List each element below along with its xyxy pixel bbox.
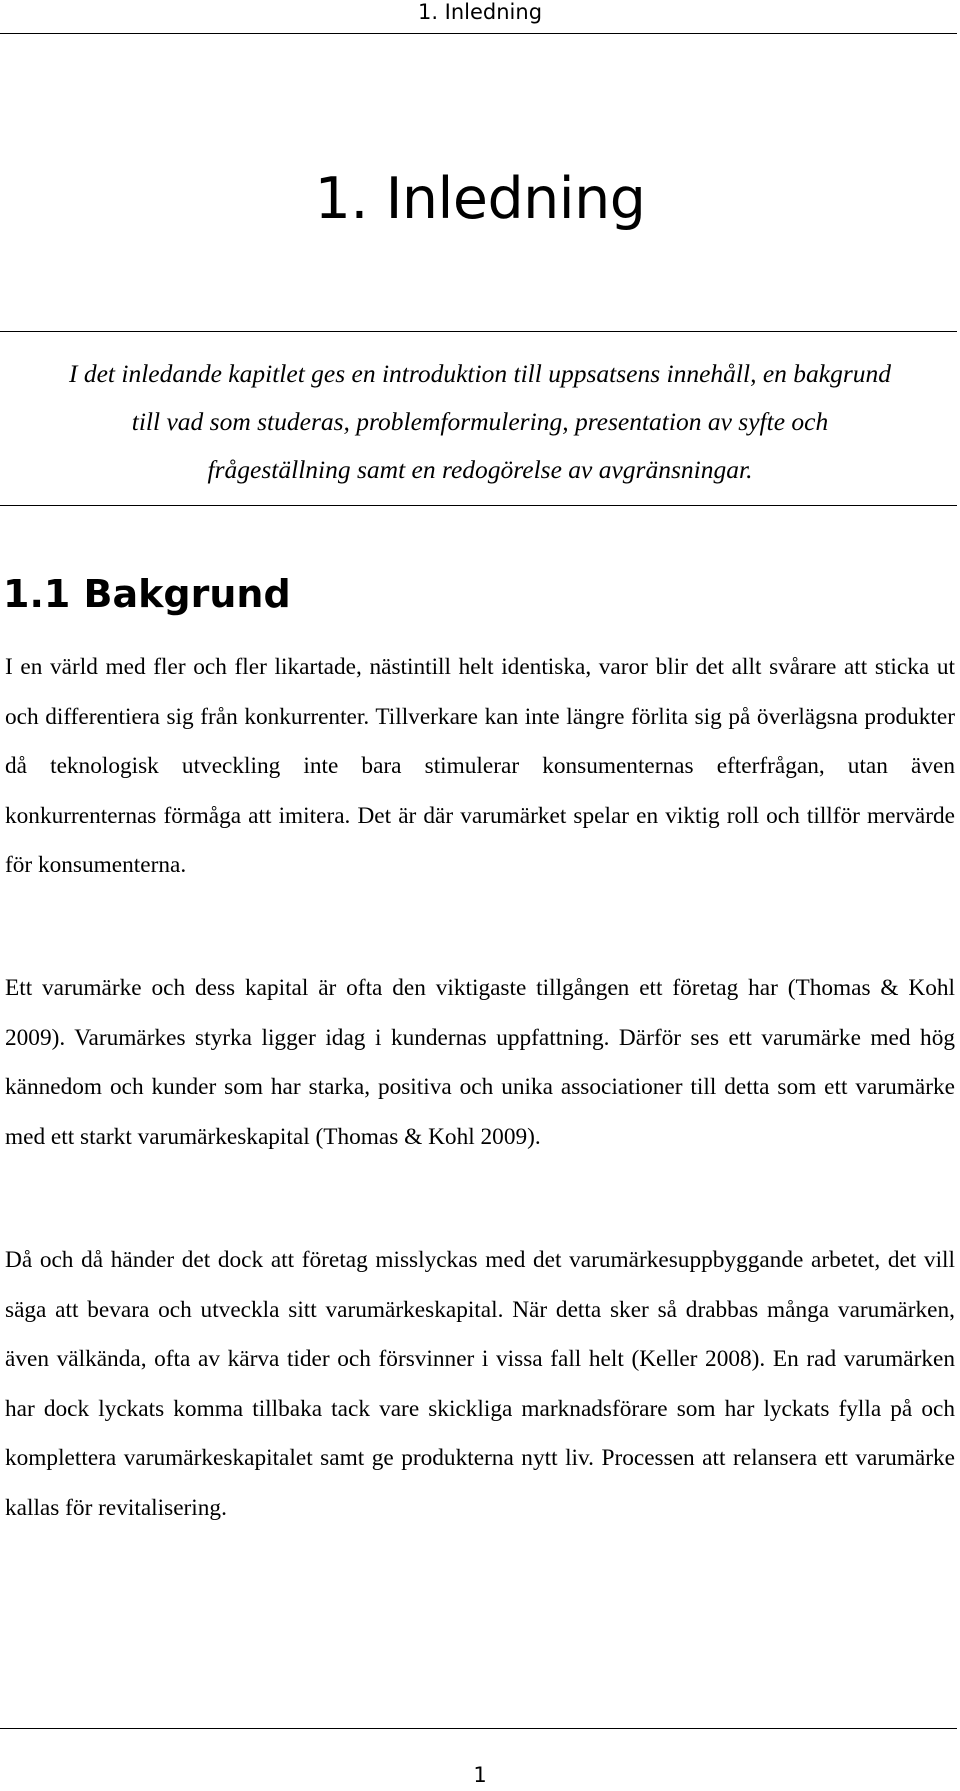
body-paragraph: Ett varumärke och dess kapital är ofta den viktigaste tillgången ett företag har (Thomas & Kohl 2009). Varumärkes styrka ligger idag i kundernas uppfattning. Därför ses ett varumärke med hög kännedom och kunder som har starka, positiva och unika associationer till detta som ett varumärke med ett starkt varumärkeskapital (Thomas & Kohl 2009). (5, 975, 955, 1150)
footer-divider (0, 1728, 957, 1729)
running-header: 1. Inledning (417, 0, 543, 24)
page-number: 1 (473, 1763, 487, 1787)
chapter-title: 1. Inledning (314, 166, 646, 232)
abstract-top-divider (0, 331, 957, 332)
body-paragraph: Då och då händer det dock att företag misslyckas med det varumärkesuppbyggande arbetet, det vill säga att bevara och utveckla sitt varumärkeskapital. När detta sker så drabbas många varumärken, även välkända, ofta av kärva tider och försvinner i vissa fall helt (Keller 2008). En rad varumärken har dock lyckats komma tillbaka tack vare skickliga marknadsförare som har lyckats fylla på och komplettera varumärkeskapitalet samt ge produkterna nytt liv. Processen att relansera ett varumärke kallas för revitalisering. (5, 1247, 955, 1521)
header-divider (0, 33, 957, 34)
abstract-bottom-divider (0, 505, 957, 506)
body-paragraph: I en värld med fler och fler likartade, nästintill helt identiska, varor blir det allt svårare att sticka ut och differentiera sig från konkurrenter. Tillverkare kan inte längre förlita sig på överlägsna produkter då teknologisk utveckling inte bara stimulerar konsumenternas efterfrågan, utan även konkurrenternas förmåga att imitera. Det är där varumärket spelar en viktig roll och tillför mervärde för konsumenterna. (5, 654, 955, 878)
chapter-intro-abstract: I det inledande kapitlet ges en introduktion till uppsatsens innehåll, en bakgrund till vad som studeras, problemformulering, presentation av syfte och frågeställning samt en redogörelse av avgränsningar. (68, 359, 891, 484)
section-heading: 1.1 Bakgrund (3, 572, 291, 616)
